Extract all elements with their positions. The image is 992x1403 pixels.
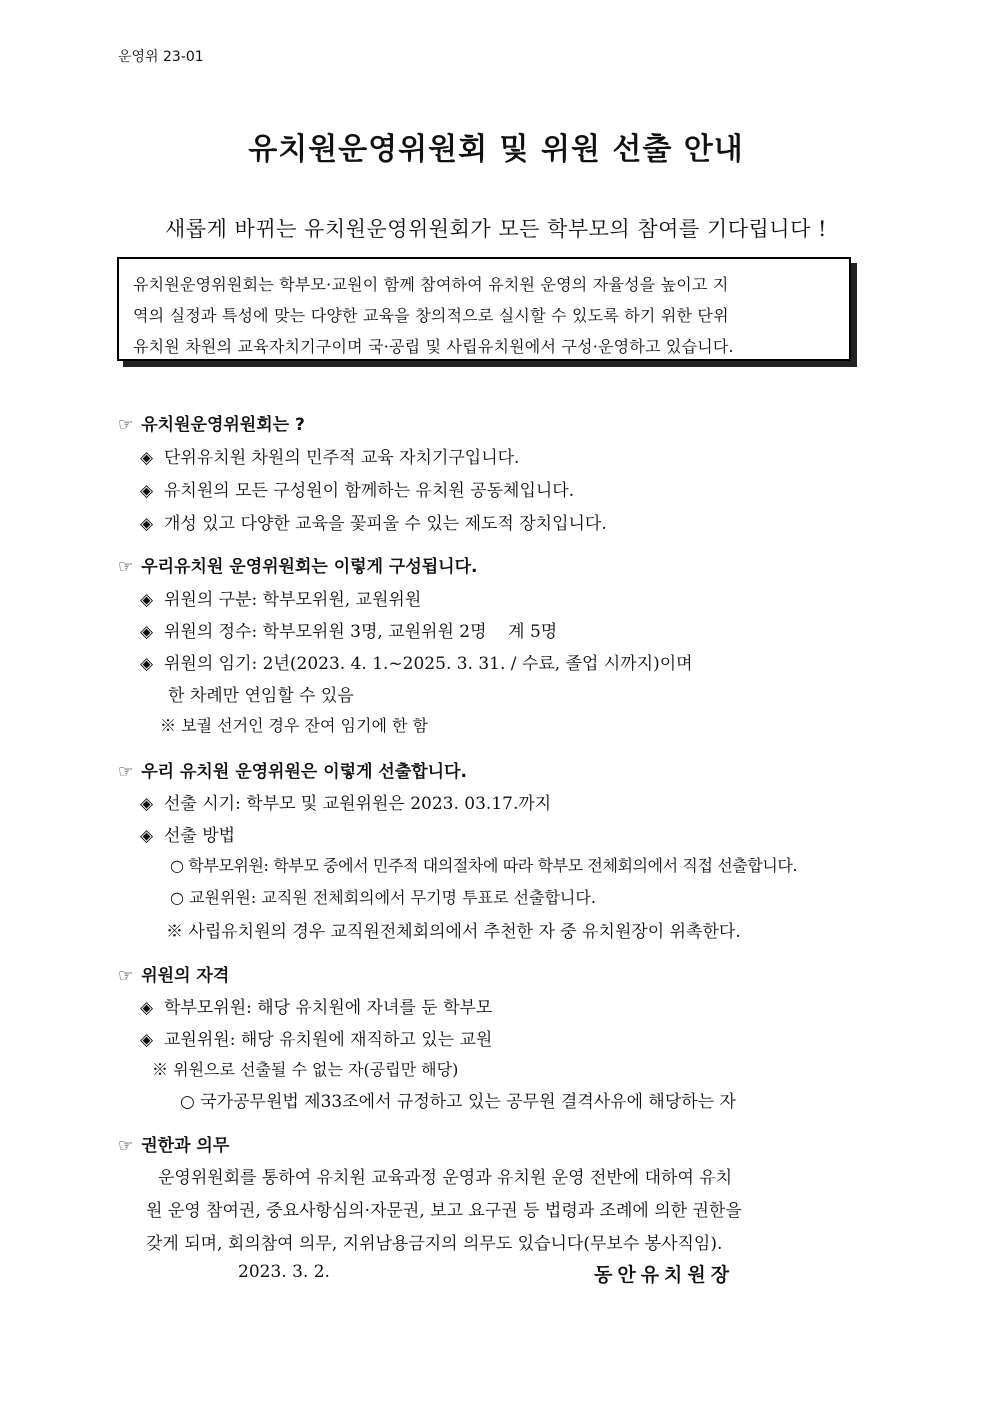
- note-text: 위원으로 선출될 수 없는 자(공립만 해당): [173, 1060, 459, 1079]
- list-item-text: 위원의 임기: 2년(2023. 4. 1.~2025. 3. 31. / 수료, 졸업 시까지)이며: [164, 654, 693, 674]
- list-item-text: 유치원의 모든 구성원이 함께하는 유치원 공동체입니다.: [164, 481, 575, 501]
- section-heading-composition: [118, 552, 477, 577]
- section-heading-rights-duties: [118, 1131, 229, 1156]
- diamond-bullet-icon: ◈: [140, 1030, 154, 1050]
- list-item: [140, 476, 574, 501]
- method-text: 학부모위원: 학부모 중에서 민주적 대의절차에 따라 학부모 전체회의에서 직접 선출합니다.: [188, 856, 798, 875]
- list-item: [140, 993, 492, 1018]
- method-text: 교원위원: 교직원 전체회의에서 무기명 투표로 선출합니다.: [189, 888, 596, 907]
- list-item: [140, 789, 551, 814]
- disqualify-item: [180, 1087, 736, 1112]
- note: [160, 713, 428, 736]
- diamond-bullet-icon: ◈: [140, 654, 154, 674]
- list-item: [140, 585, 421, 610]
- note: [166, 917, 741, 942]
- list-item: [140, 509, 607, 534]
- diamond-bullet-icon: ◈: [140, 481, 154, 501]
- list-item: [140, 649, 693, 674]
- list-item-text: 개성 있고 다양한 교육을 꽃피울 수 있는 제도적 장치입니다.: [164, 514, 607, 534]
- intro-line: 역의 실정과 특성에 맞는 다양한 교육을 창의적으로 실시할 수 있도록 하기 위한 단위: [133, 306, 729, 325]
- diamond-bullet-icon: ◈: [140, 590, 154, 610]
- intro-line: 유치원운영위원회는 학부모·교원이 함께 참여하여 유치원 운영의 자율성을 높이고 지: [133, 275, 729, 294]
- pointing-hand-icon: ☞: [118, 415, 134, 435]
- page-title: 유치원운영위원회 및 위원 선출 안내: [248, 132, 744, 167]
- list-item: [140, 1025, 492, 1050]
- section-heading-text: 유치원운영위원회는 ?: [141, 415, 305, 435]
- section-heading-text: 권한과 의무: [141, 1136, 230, 1156]
- disqualify-text: 국가공무원법 제33조에서 규정하고 있는 공무원 결격사유에 해당하는 자: [200, 1092, 736, 1112]
- list-item-text: 선출 시기: 학부모 및 교원위원은 2023. 03.17.까지: [164, 794, 552, 814]
- issue-date: 2023. 3. 2.: [238, 1262, 330, 1282]
- section-heading-text: 우리유치원 운영위원회는 이렇게 구성됩니다.: [141, 557, 478, 577]
- diamond-bullet-icon: ◈: [140, 622, 154, 642]
- paragraph-line: 갖게 되며, 회의참여 의무, 지위남용금지의 의무도 있습니다(무보수 봉사직임).: [146, 1234, 723, 1254]
- section-heading-qualification: [118, 961, 229, 986]
- pointing-hand-icon: ☞: [118, 557, 134, 577]
- list-item-text: 위원의 정수: 학부모위원 3명, 교원위원 2명 계 5명: [164, 622, 558, 642]
- pointing-hand-icon: ☞: [118, 1136, 134, 1156]
- list-item-text: 학부모위원: 해당 유치원에 자녀를 둔 학부모: [164, 998, 493, 1018]
- circle-bullet-icon: ○: [170, 856, 184, 875]
- section-heading-selection: [118, 757, 467, 782]
- list-item-continuation: 한 차례만 연임할 수 있음: [168, 686, 354, 706]
- document-number: 운영위 23-01: [118, 49, 204, 65]
- signature: 동안유치원장: [594, 1264, 735, 1286]
- intro-box: [117, 257, 851, 361]
- list-item: [140, 821, 235, 846]
- list-item: [140, 617, 557, 642]
- diamond-bullet-icon: ◈: [140, 794, 154, 814]
- pointing-hand-icon: ☞: [118, 966, 134, 986]
- note-text: 보궐 선거인 경우 잔여 임기에 한 함: [181, 716, 429, 735]
- diamond-bullet-icon: ◈: [140, 448, 154, 468]
- section-heading-text: 위원의 자격: [141, 966, 230, 986]
- method-item: [170, 853, 797, 876]
- method-item: [170, 885, 596, 908]
- note-icon: ※: [152, 1060, 169, 1079]
- pointing-hand-icon: ☞: [118, 762, 134, 782]
- circle-bullet-icon: ○: [180, 1092, 195, 1112]
- intro-line: 유치원 차원의 교육자치기구이며 국·공립 및 사립유치원에서 구성·운영하고 있습니다.: [133, 337, 734, 356]
- page-subtitle: 새롭게 바뀌는 유치원운영위원회가 모든 학부모의 참여를 기다립니다 !: [165, 217, 827, 241]
- section-heading-what-is: [118, 410, 305, 435]
- list-item-text: 단위유치원 차원의 민주적 교육 자치기구입니다.: [164, 448, 520, 468]
- diamond-bullet-icon: ◈: [140, 998, 154, 1018]
- note-icon: ※: [166, 922, 183, 942]
- note-text: 사립유치원의 경우 교직원전체회의에서 추천한 자 중 유치원장이 위촉한다.: [188, 922, 741, 942]
- section-heading-text: 우리 유치원 운영위원은 이렇게 선출합니다.: [141, 762, 467, 782]
- paragraph-line: 원 운영 참여권, 중요사항심의·자문권, 보고 요구권 등 법령과 조례에 의한 권한을: [146, 1201, 742, 1221]
- list-item-text: 위원의 구분: 학부모위원, 교원위원: [164, 590, 422, 610]
- circle-bullet-icon: ○: [170, 888, 184, 907]
- paragraph-line: 운영위원회를 통하여 유치원 교육과정 운영과 유치원 운영 전반에 대하여 유치: [158, 1168, 733, 1188]
- list-item-text: 선출 방법: [164, 826, 236, 846]
- diamond-bullet-icon: ◈: [140, 514, 154, 534]
- diamond-bullet-icon: ◈: [140, 826, 154, 846]
- note-icon: ※: [160, 716, 177, 735]
- note: [152, 1057, 458, 1080]
- list-item: [140, 443, 519, 468]
- list-item-text: 교원위원: 해당 유치원에 재직하고 있는 교원: [164, 1030, 493, 1050]
